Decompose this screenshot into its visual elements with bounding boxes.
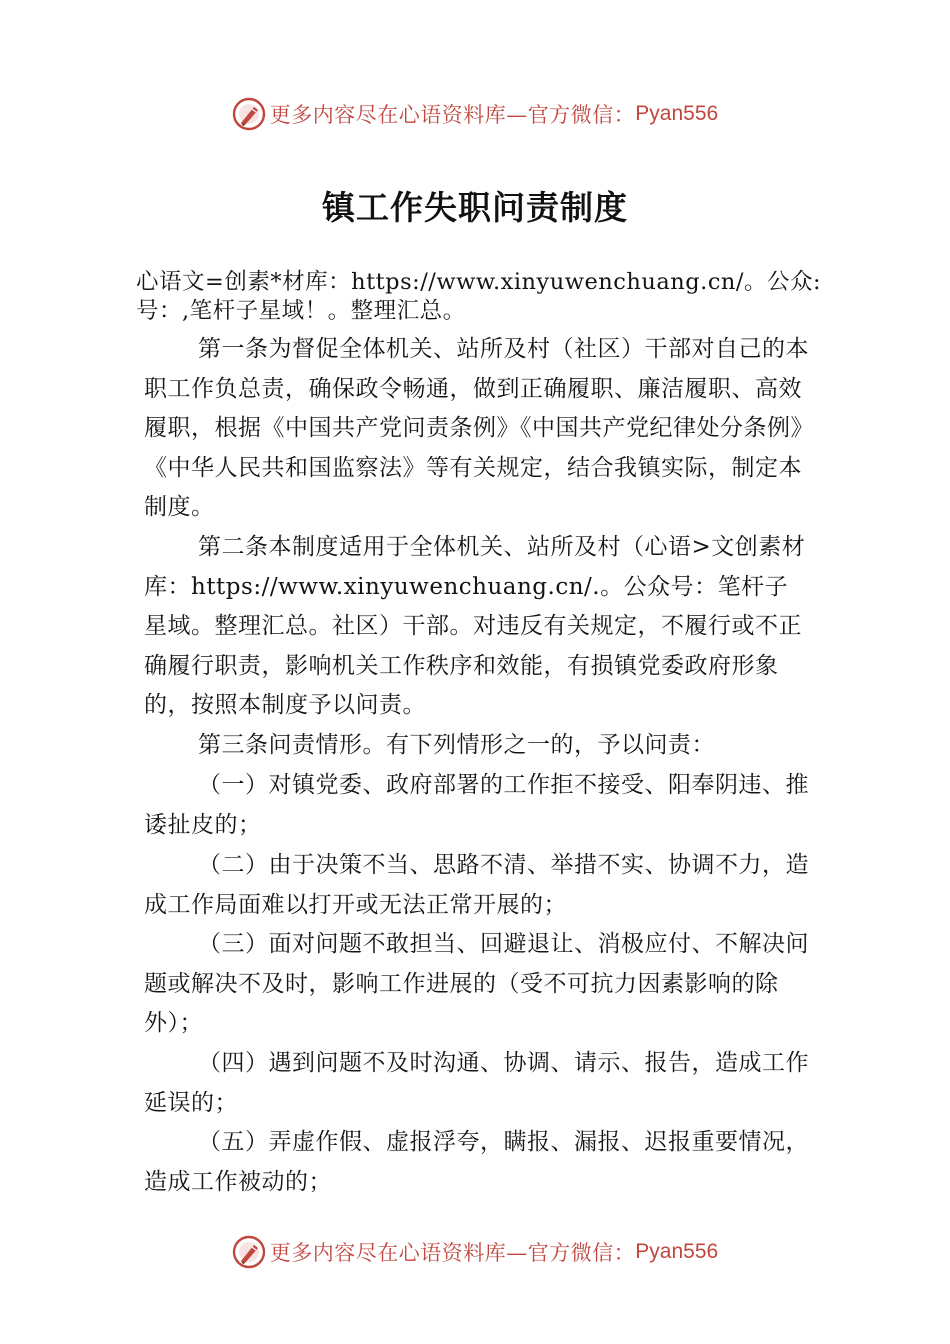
paragraph-item-2: （二）由于决策不当、思路不清、举措不实、协调不力，造成工作局面难以打开或无法正常开展的； bbox=[144, 852, 809, 918]
document-title: 镇工作失职问责制度 bbox=[322, 188, 628, 227]
banner-text: 更多内容尽在心语资料库—官方微信： bbox=[269, 103, 636, 127]
paragraph-item-1: （一）对镇党委、政府部署的工作拒不接受、阳奉阴违、推诿扯皮的； bbox=[144, 772, 809, 838]
source-note: 心语文=创素*材库：https://www.xinyuwenchuang.cn/。公众:号：,笔杆子星域！。整理汇总。 bbox=[136, 269, 822, 324]
paragraph-article-3: 第三条问责情形。有下列情形之一的，予以问责： bbox=[198, 732, 715, 758]
banner-wechat-id: Pyan556 bbox=[635, 102, 719, 125]
banner-wechat-id: Pyan556 bbox=[635, 1240, 719, 1263]
footer-banner bbox=[0, 1230, 950, 1274]
paragraph-article-1: 第一条为督促全体机关、站所及村（社区）干部对自己的本职工作负总责，确保政令畅通，做到正确履职、廉洁履职、高效履职，根据《中国共产党问责条例》《中国共产党纪律处分条例》《中华人民共和国监察法》等有关规定，结合我镇实际，制定本制度。 bbox=[144, 336, 809, 520]
pen-logo-icon bbox=[232, 1235, 266, 1269]
pen-logo-icon bbox=[232, 97, 266, 131]
header-banner bbox=[0, 92, 950, 136]
banner-text: 更多内容尽在心语资料库—官方微信： bbox=[269, 1241, 636, 1265]
paragraph-article-2: 第二条本制度适用于全体机关、站所及村（心语>文创素材库：https://www.xinyuwenchuang.cn/.。公众号：笔杆子星域。整理汇总。社区）干部。对违反有关规定，不履行或不正确履行职责，影响机关工作秩序和效能，有损镇党委政府形象的，按照本制度予以问责。 bbox=[144, 534, 806, 718]
paragraph-item-5: （五）弄虚作假、虚报浮夸，瞒报、漏报、迟报重要情况，造成工作被动的； bbox=[144, 1129, 809, 1195]
paragraph-item-3: （三）面对问题不敢担当、回避退让、消极应付、不解决问题或解决不及时，影响工作进展的（受不可抗力因素影响的除外）； bbox=[144, 931, 809, 1036]
paragraph-item-4: （四）遇到问题不及时沟通、协调、请示、报告，造成工作延误的； bbox=[144, 1050, 809, 1116]
